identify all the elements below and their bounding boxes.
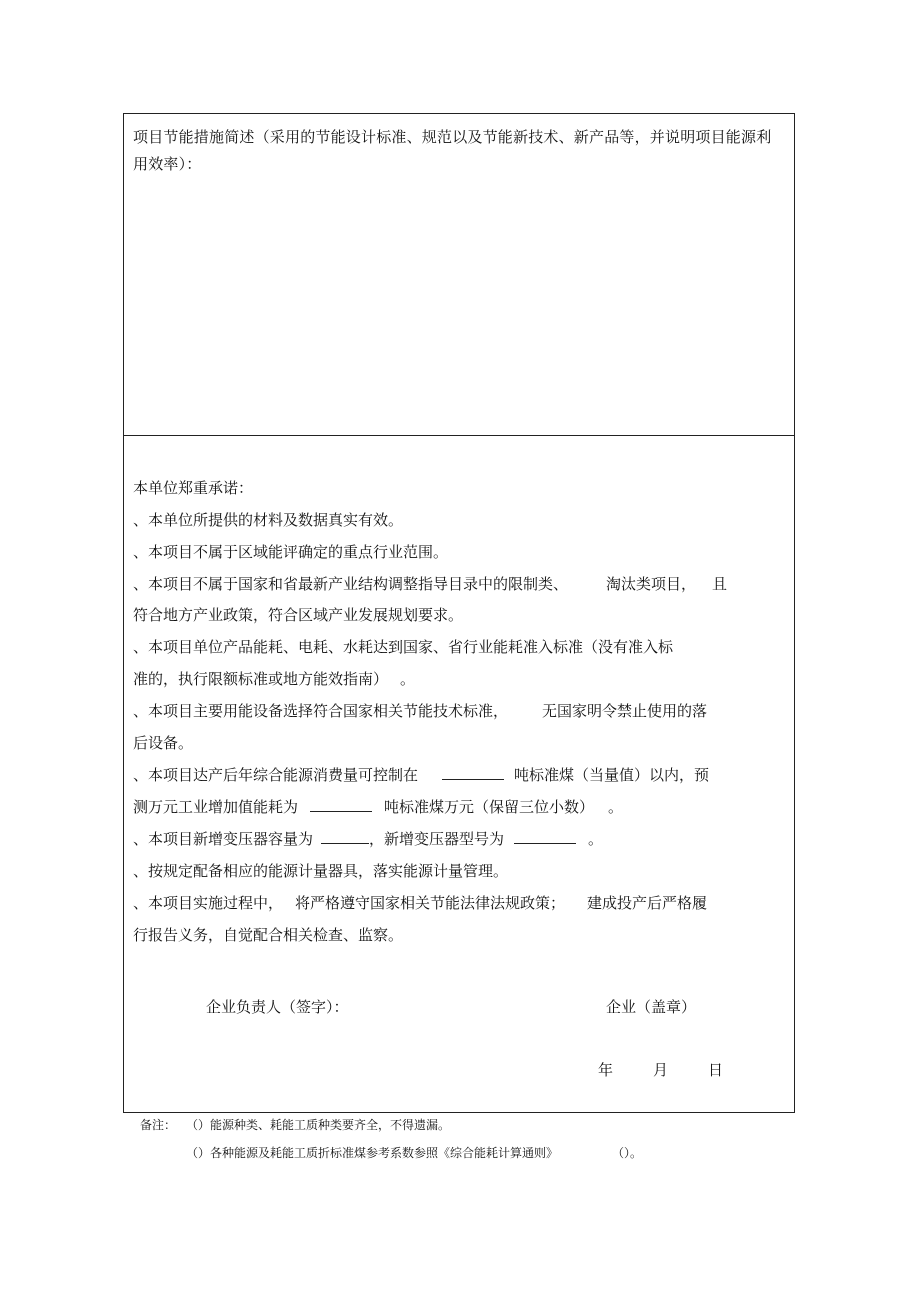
commitment-item-4-line1: 、本项目单位产品能耗、电耗、水耗达到国家、省行业能耗准入标准（没有准入标 bbox=[133, 638, 674, 656]
commitment-item-9-text-b: 将严格遵守国家相关节能法律法规政策； bbox=[295, 894, 566, 912]
commitment-item-9-text-a: 、本项目实施过程中， bbox=[133, 894, 284, 912]
energy-measures-prompt: 项目节能措施简述（采用的节能设计标准、规范以及节能新技术、新产品等，并说明项目能源利用效率）： bbox=[133, 128, 772, 173]
commitment-item-6-text-b: 吨标准煤（当量值）以内，预 bbox=[514, 766, 710, 784]
commitment-section bbox=[124, 436, 794, 1114]
note-2: （）各种能源及耗能工质折标准煤参考系数参照《综合能耗计算通则》 bbox=[186, 1146, 559, 1160]
note-2-end: （）。 bbox=[612, 1146, 643, 1160]
commitment-heading: 本单位郑重承诺： bbox=[133, 479, 254, 497]
commitment-item-7-period: 。 bbox=[588, 830, 604, 848]
note-1: （）能源种类、耗能工质种类要齐全，不得遗漏。 bbox=[186, 1118, 451, 1132]
commitment-item-9-line2: 行报告义务，自觉配合相关检查、监察。 bbox=[133, 926, 404, 944]
notes-prefix: 备注： bbox=[140, 1118, 177, 1132]
commitment-item-5-text-b: 无国家明令禁止使用的落 bbox=[542, 702, 708, 720]
commitment-item-6-text-c: 测万元工业增加值能耗为 bbox=[133, 798, 299, 816]
company-seal-label[interactable]: 企业（盖章） bbox=[606, 998, 697, 1016]
commitment-item-2: 、本项目不属于区域能评确定的重点行业范围。 bbox=[133, 543, 449, 561]
energy-intensity-blank[interactable] bbox=[310, 797, 372, 812]
commitment-item-8: 、按规定配备相应的能源计量器具，落实能源计量管理。 bbox=[133, 862, 509, 880]
commitment-item-5-text-a: 、本项目主要用能设备选择符合国家相关节能技术标准， bbox=[133, 702, 509, 720]
commitment-item-9-text-c: 建成投产后严格履 bbox=[587, 894, 708, 912]
energy-consumption-blank[interactable] bbox=[442, 765, 504, 780]
date-month-label: 月 bbox=[653, 1061, 669, 1079]
commitment-item-6-text-d: 吨标准煤万元（保留三位小数） bbox=[384, 798, 595, 816]
commitment-item-7 bbox=[133, 829, 603, 849]
commitment-item-7-text-b: ，新增变压器型号为 bbox=[369, 830, 505, 848]
commitment-item-6-text-a: 、本项目达产后年综合能源消费量可控制在 bbox=[133, 766, 419, 784]
commitment-item-6-period: 。 bbox=[608, 798, 624, 816]
commitment-item-3-text-c: 且 bbox=[712, 575, 728, 593]
commitment-item-6-line2 bbox=[133, 797, 623, 817]
commitment-item-4-period: 。 bbox=[400, 670, 416, 688]
commitment-item-6-line1 bbox=[133, 765, 709, 785]
date-year-label: 年 bbox=[598, 1061, 614, 1079]
commitment-item-1: 、本单位所提供的材料及数据真实有效。 bbox=[133, 511, 404, 529]
commitment-item-9-line1 bbox=[133, 893, 707, 913]
commitment-item-5-line2: 后设备。 bbox=[133, 734, 194, 752]
commitment-item-4-text: 准的，执行限额标准或地方能效指南） bbox=[133, 670, 389, 688]
transformer-capacity-blank[interactable] bbox=[321, 829, 369, 844]
commitment-item-3-line1 bbox=[133, 574, 727, 594]
declaration-form bbox=[123, 113, 795, 1113]
date-day-label: 日 bbox=[708, 1061, 724, 1079]
leader-signature-label[interactable]: 企业负责人（签字）： bbox=[206, 998, 349, 1016]
commitment-item-4-line2 bbox=[133, 669, 415, 689]
commitment-item-5-line1 bbox=[133, 701, 707, 721]
commitment-item-3-text-b: 淘汰类项目， bbox=[606, 575, 697, 593]
transformer-model-blank[interactable] bbox=[514, 829, 576, 844]
commitment-item-3-text: 、本项目不属于国家和省最新产业结构调整指导目录中的限制类、 bbox=[133, 575, 569, 593]
energy-measures-section[interactable] bbox=[124, 114, 794, 436]
commitment-item-7-text-a: 、本项目新增变压器容量为 bbox=[133, 830, 314, 848]
commitment-item-3-line2: 符合地方产业政策，符合区域产业发展规划要求。 bbox=[133, 606, 464, 624]
